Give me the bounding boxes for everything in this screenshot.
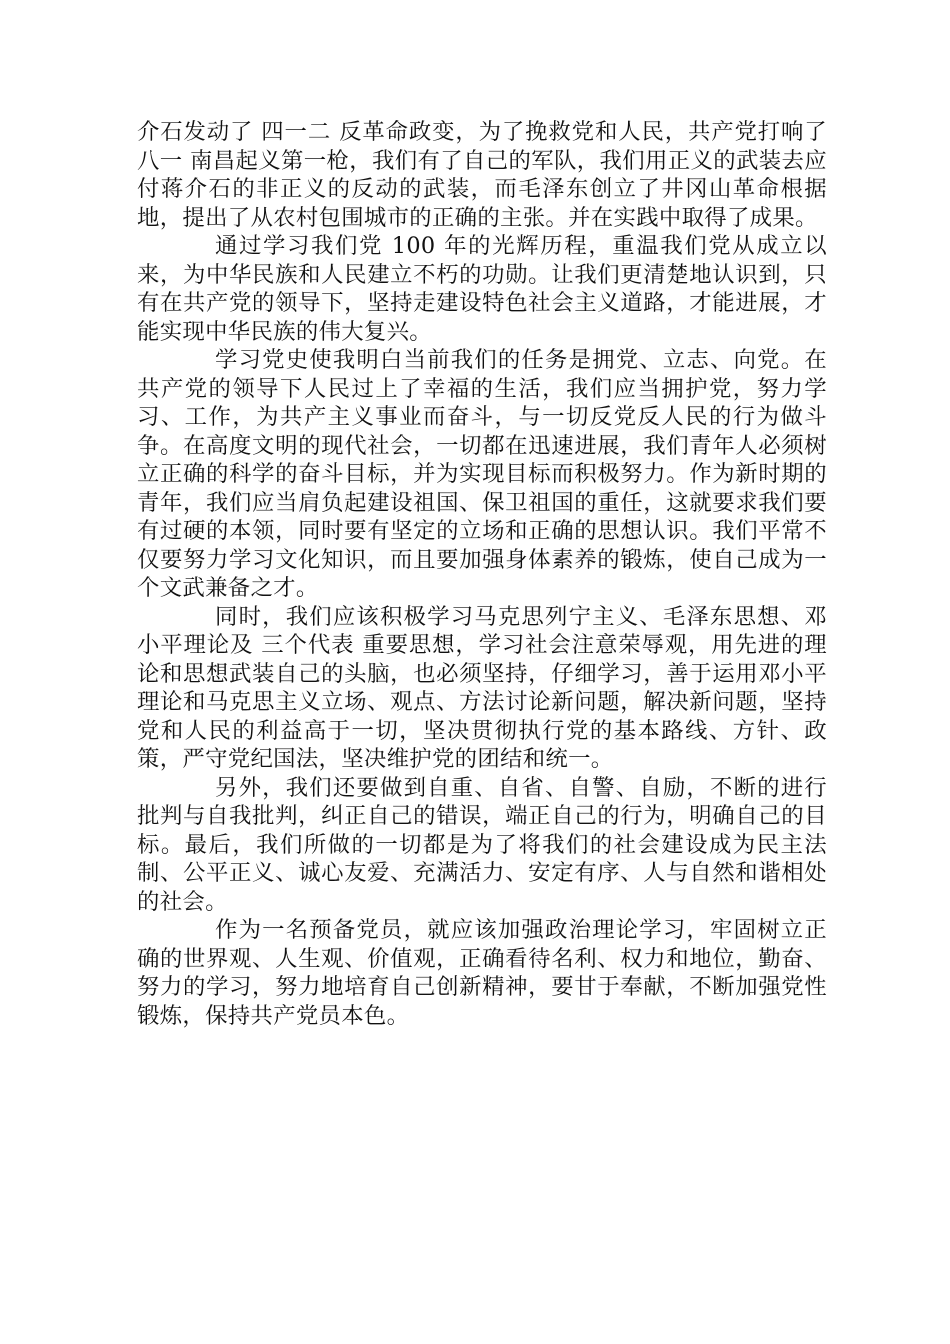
document-body [137,118,827,1030]
paragraph: 学习党史使我明白当前我们的任务是拥党、立志、向党。在共产党的领导下人民过上了幸福的生活，我们应当拥护党，努力学习、工作，为共产主义事业而奋斗，与一切反党反人民的行为做斗争。在高度文明的现代社会，一切都在迅速进展，我们青年人必须树立正确的科学的奋斗目标，并为实现目标而积极努力。作为新时期的青年，我们应当肩负起建设祖国、保卫祖国的重任，这就要求我们要有过硬的本领，同时要有坚定的立场和正确的思想认识。我们平常不仅要努力学习文化知识，而且要加强身体素养的锻炼，使自己成为一个文武兼备之才。 [137,347,827,601]
paragraph: 同时，我们应该积极学习马克思列宁主义、毛泽东思想、邓小平理论及 三个代表 重要思想，学习社会注意荣辱观，用先进的理论和思想武装自己的头脑，也必须坚持，仔细学习，善于运用邓小平理论和马克思主义立场、观点、方法讨论新问题，解决新问题，坚持党和人民的利益高于一切，坚决贯彻执行党的基本路线、方针、政策，严守党纪国法，坚决维护党的团结和统一。 [137,603,827,772]
paragraph-continuation: 介石发动了 四一二 反革命政变，为了挽救党和人民，共产党打响了 八一 南昌起义第一枪，我们有了自己的军队，我们用正义的武装去应付蒋介石的非正义的反动的武装，而毛泽东创立了井冈山革命根据地，提出了从农村包围城市的正确的主张。并在实践中取得了成果。 [137,119,827,231]
paragraph: 通过学习我们党 100 年的光辉历程，重温我们党从成立以来，为中华民族和人民建立不朽的功勋。让我们更清楚地认识到，只有在共产党的领导下，坚持走建设特色社会主义道路，才能进展，才能实现中华民族的伟大复兴。 [137,233,827,345]
paragraph: 另外，我们还要做到自重、自省、自警、自励，不断的进行批判与自我批判，纠正自己的错误，端正自己的行为，明确自己的目标。最后，我们所做的一切都是为了将我们的社会建设成为民主法制、公平正义、诚心友爱、充满活力、安定有序、人与自然和谐相处的社会。 [137,774,827,915]
paragraph: 作为一名预备党员，就应该加强政治理论学习，牢固树立正确的世界观、人生观、价值观，正确看待名利、权力和地位，勤奋、努力的学习，努力地培育自己创新精神，要甘于奉献，不断加强党性锻炼，保持共产党员本色。 [137,917,827,1029]
